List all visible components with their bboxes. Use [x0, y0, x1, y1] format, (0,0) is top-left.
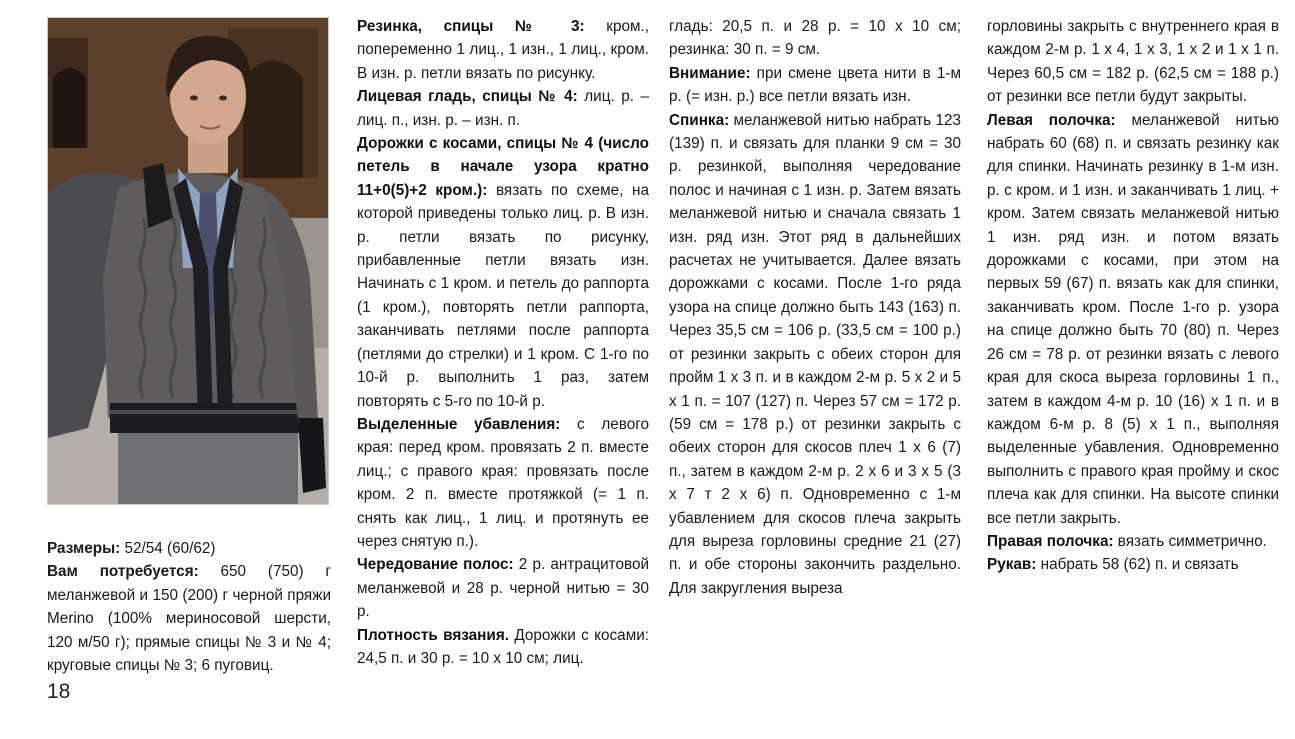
materials-label: Вам потребуется:	[47, 563, 199, 581]
paragraph-text: 2 р. антрацитовой меланжевой и 28 р. черной нитью = 30 р.	[357, 556, 649, 621]
paragraph-text: лиц. р. – лиц. п., изн. р. – изн. п.	[357, 88, 649, 129]
paragraph-heading: Рукав:	[987, 556, 1037, 574]
text-column-3	[669, 15, 961, 600]
sizes-value: 52/54 (60/62)	[120, 540, 216, 557]
sizes-line	[47, 537, 331, 560]
paragraph-heading: Внимание:	[669, 64, 751, 82]
materials-line	[47, 560, 331, 677]
page-number: 18	[47, 680, 71, 703]
paragraph	[987, 109, 1279, 530]
paragraph-text: меланжевой нитью набрать 123 (139) п. и связать для планки 9 см = 30 р. резинкой, выполняя чередование полос и начиная с 1 изн. р. Затем вязать меланжевой нитью и сначала связать 1 изн. ряд изн. Этот ряд в дальнейших расчетах не учитывается. Далее вязать дорожками с косами. После 1-го ряда узора на спице должно быть 143 (163) п. Через 35,5 см = 106 р. (33,5 см = 100 р.) от резинки закрыть с обеих сторон для пройм 1 х 3 п. и в каждом 2-м р. 5 х 2 и 5 х 1 п. = 107 (127) п. Через 57 см = 172 р. (59 см = 178 р.) от резинки закрыть с обеих сторон для скосов плеч 1 х 6 (7) п., затем в каждом 2-м р. 2 х 6 и 3 х 5 (3 х 7 т 2 х 6) п. Одновременно с 1-м убавлением для скосов плеча закрыть для выреза горловины средние 21 (27) п. и обе стороны закончить раздельно. Для закругления выреза	[669, 111, 961, 597]
paragraph	[357, 132, 649, 413]
paragraph-text: кром., попеременно 1 лиц., 1 изн., 1 лиц., кром. В изн. р. петли вязать по рисунку.	[357, 18, 649, 82]
paragraph-text: с левого края: перед кром. провязать 2 п. вместе лиц.; с правого края: провязать после кром. 2 п. вместе протяжкой (= 1 п. снять как лиц., 1 лиц. и протянуть ее через снятую п.).	[357, 415, 649, 550]
paragraph-heading: Чередование полос:	[357, 556, 514, 574]
paragraph-text: вязать симметрично.	[1113, 532, 1267, 550]
text-column-4	[987, 15, 1279, 577]
paragraph-text: горловины закрыть с внутреннего края в каждом 2-м р. 1 х 4, 1 х 3, 1 х 2 и 1 х 1 п. Через 60,5 см = 182 р. (62,5 см = 188 р.) от резинки все петли будут закрыты.	[987, 18, 1279, 106]
paragraph-text: меланжевой нитью набрать 60 (68) п. и связать резинку как для спинки. Начинать резинку в 1-м изн. р. с кром. и 1 изн. и заканчивать 1 лиц. + кром. Затем связать меланжевой нитью 1 изн. ряд изн. и потом вязать дорожками с косами, при этом на первых 59 (67) п. вязать как для спинки, заканчивать кром. После 1-го р. узора на спице должно быть 70 (80) п. Через 26 см = 78 р. от резинки вязать с левого края для скоса выреза горловины 1 п., затем в каждом 4-м р. 10 (16) х 1 п. и в каждом 6-м р. 8 (5) х 1 п., выполняя выделенные убавления. Одновременно выполнить с правого края пройму и скос плеча как для спинки. На высоте спинки все петли закрыть.	[987, 111, 1279, 527]
paragraph-heading: Правая полочка:	[987, 532, 1114, 550]
paragraph	[669, 15, 961, 62]
paragraph-heading: Спинка:	[669, 111, 730, 129]
paragraph-heading: Лицевая гладь, спицы № 4:	[357, 88, 578, 106]
paragraph-text: гладь: 20,5 п. и 28 р. = 10 х 10 см; резинка: 30 п. = 9 см.	[669, 18, 961, 59]
paragraph-heading: Дорожки с косами, спицы № 4 (число петель в начале узора кратно 11+0(5)+2 кром.):	[357, 135, 649, 199]
materials-block	[47, 537, 331, 677]
paragraph	[669, 62, 961, 109]
model-photo	[47, 17, 329, 505]
paragraph	[357, 553, 649, 623]
paragraph-text: набрать 58 (62) п. и связать	[1036, 556, 1239, 574]
sizes-label: Размеры:	[47, 540, 121, 557]
paragraph-heading: Левая полочка:	[987, 111, 1116, 129]
paragraph	[669, 109, 961, 601]
paragraph-heading: Резинка, спицы № 3:	[357, 18, 585, 35]
paragraph-text: Дорожки с косами: 24,5 п. и 30 р. = 10 х 10 см; лиц.	[357, 626, 649, 667]
paragraph	[357, 624, 649, 671]
paragraph	[987, 15, 1279, 109]
paragraph-text: вязать по схеме, на которой приведены только лиц. р. В изн. р. петли вязать по рисунку, прибавленные петли вязать изн. Начинать с 1 кром. и петель до раппорта (1 кром.), повторять петли раппорта, заканчивать петлями после раппорта (петлями до стрелки) и 1 кром. С 1-го по 10-й р. выполнить 1 раз, затем повторять с 5-го по 10-й р.	[357, 181, 649, 410]
paragraph	[357, 15, 649, 85]
paragraph-heading: Выделенные убавления:	[357, 415, 561, 433]
paragraph	[357, 413, 649, 553]
paragraph	[357, 85, 649, 132]
materials-value: 650 (750) г меланжевой и 150 (200) г черной пряжи Merino (100% мериносовой шерсти, 120 м/50 г); прямые спицы № 3 и № 4; круговые спицы № 3; 6 пуговиц.	[47, 563, 332, 675]
model-illustration	[48, 18, 329, 505]
paragraph	[987, 530, 1279, 553]
paragraph-heading: Плотность вязания.	[357, 626, 509, 644]
paragraph-text: при смене цвета нити в 1-м р. (= изн. р.) все петли вязать изн.	[669, 64, 961, 106]
paragraph	[987, 553, 1279, 576]
text-column-2	[357, 15, 649, 670]
